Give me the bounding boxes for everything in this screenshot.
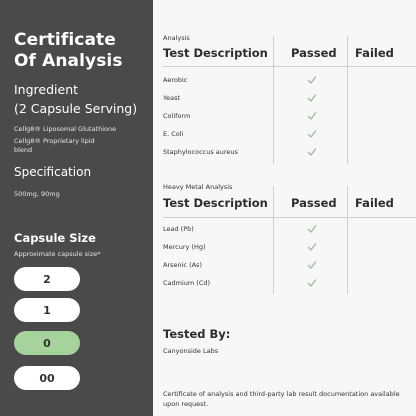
heavy-metal-header-divider bbox=[163, 217, 416, 218]
analysis-row-label: E. Coli bbox=[163, 130, 184, 138]
title-line-1: Certificate bbox=[14, 30, 116, 50]
tested-by-heading: Tested By: bbox=[163, 327, 231, 341]
tested-by-lab: Canyonside Labs bbox=[163, 347, 219, 355]
ingredient-heading: Ingredient bbox=[14, 82, 79, 97]
heavy-metal-row-label: Lead (Pb) bbox=[163, 225, 194, 233]
specification-heading: Specification bbox=[14, 165, 92, 179]
heavy-metal-col-divider-1 bbox=[273, 186, 274, 294]
page-title bbox=[14, 30, 123, 72]
analysis-col-failed: Failed bbox=[355, 46, 394, 60]
ingredient-heading-block bbox=[14, 80, 137, 118]
capsule-size-option-1[interactable]: 1 bbox=[14, 298, 80, 322]
heavy-metal-col-test: Test Description bbox=[163, 196, 268, 210]
analysis-col-passed: Passed bbox=[291, 46, 337, 60]
heavy-metal-section-label: Heavy Metal Analysis bbox=[163, 183, 233, 191]
analysis-row-label: Staphylococcus aureus bbox=[163, 148, 238, 156]
ingredient-item-1: Cellg8® Liposomal Glutathione bbox=[14, 125, 117, 133]
ingredient-serving: (2 Capsule Serving) bbox=[14, 101, 138, 116]
capsule-size-option-2[interactable]: 2 bbox=[14, 267, 80, 291]
check-icon bbox=[307, 147, 317, 157]
title-line-2: Of Analysis bbox=[14, 51, 123, 71]
check-icon bbox=[307, 278, 317, 288]
heavy-metal-col-failed: Failed bbox=[355, 196, 394, 210]
check-icon bbox=[307, 260, 317, 270]
specification-value: 500mg, 90mg bbox=[14, 190, 60, 198]
analysis-col-divider-2 bbox=[347, 36, 348, 164]
ingredient-item-2: Cellg8® Proprietary lipid blend bbox=[14, 137, 95, 154]
check-icon bbox=[307, 111, 317, 121]
footnote: Certificate of analysis and third-party lab result documentation available upon request. bbox=[163, 390, 400, 408]
sidebar-panel bbox=[0, 0, 153, 416]
heavy-metal-row-label: Cadmium (Cd) bbox=[163, 279, 211, 287]
heavy-metal-row-label: Arsenic (As) bbox=[163, 261, 202, 269]
capsule-size-option-0[interactable]: 0 bbox=[14, 331, 80, 355]
analysis-section-label: Analysis bbox=[163, 34, 190, 42]
results-panel bbox=[153, 0, 416, 416]
analysis-header-divider bbox=[163, 66, 416, 67]
heavy-metal-col-passed: Passed bbox=[291, 196, 337, 210]
analysis-row-label: Coliform bbox=[163, 112, 191, 120]
check-icon bbox=[307, 75, 317, 85]
analysis-row-label: Yeast bbox=[163, 94, 181, 102]
capsule-size-option-00[interactable]: 00 bbox=[14, 366, 80, 390]
analysis-row-label: Aerobic bbox=[163, 76, 188, 84]
analysis-col-divider-1 bbox=[273, 36, 274, 164]
check-icon bbox=[307, 224, 317, 234]
analysis-col-test: Test Description bbox=[163, 46, 268, 60]
heavy-metal-col-divider-2 bbox=[347, 186, 348, 294]
heavy-metal-row-label: Mercury (Hg) bbox=[163, 243, 206, 251]
check-icon bbox=[307, 93, 317, 103]
capsule-size-subheading: Approximate capsule size* bbox=[14, 250, 101, 258]
check-icon bbox=[307, 242, 317, 252]
capsule-size-heading: Capsule Size bbox=[14, 231, 96, 245]
check-icon bbox=[307, 129, 317, 139]
